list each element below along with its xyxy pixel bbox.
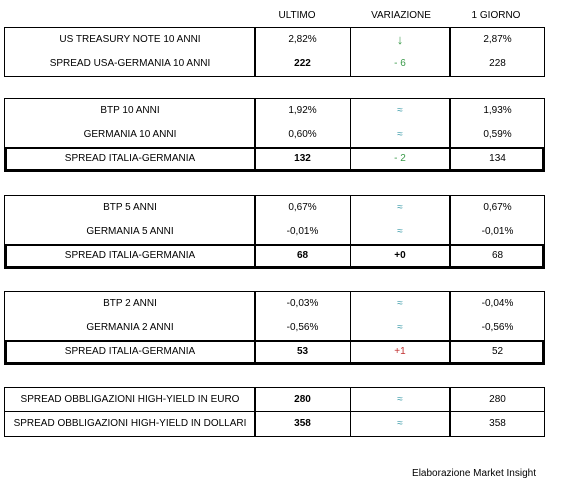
header-ultimo: ULTIMO xyxy=(278,10,316,21)
row-label: BTP 10 ANNI xyxy=(100,105,160,116)
value-variazione: +1 xyxy=(394,346,406,357)
table-row xyxy=(5,292,544,316)
approx-icon: ≈ xyxy=(397,418,403,429)
row-label: SPREAD ITALIA-GERMANIA xyxy=(64,250,196,261)
row-label: US TREASURY NOTE 10 ANNI xyxy=(59,34,201,45)
approx-icon: ≈ xyxy=(397,298,403,309)
value-ultimo: -0,03% xyxy=(286,298,319,309)
table-row xyxy=(5,316,544,340)
table-row xyxy=(5,412,544,436)
row-label: SPREAD ITALIA-GERMANIA xyxy=(64,153,196,164)
row-label: GERMANIA 5 ANNI xyxy=(86,226,174,237)
header-variazione: VARIAZIONE xyxy=(371,10,431,21)
table-row xyxy=(5,123,544,147)
value-variazione: - 2 xyxy=(394,153,406,164)
value-ultimo: 53 xyxy=(296,346,309,357)
value-1-giorno: 0,67% xyxy=(483,202,512,213)
table-block-usa xyxy=(4,27,545,77)
row-label: GERMANIA 10 ANNI xyxy=(83,129,177,140)
row-label: SPREAD OBBLIGAZIONI HIGH-YIELD IN DOLLARI xyxy=(13,418,247,429)
value-ultimo: 132 xyxy=(294,153,311,164)
value-ultimo: -0,01% xyxy=(286,226,319,237)
table-block-2-anni xyxy=(4,291,545,365)
value-1-giorno: -0,01% xyxy=(481,226,514,237)
value-ultimo: 0,67% xyxy=(288,202,317,213)
value-1-giorno: 2,87% xyxy=(483,34,512,45)
value-1-giorno: 228 xyxy=(489,58,506,69)
value-ultimo: 2,82% xyxy=(288,34,317,45)
row-label: GERMANIA 2 ANNI xyxy=(86,322,174,333)
table-row xyxy=(5,220,544,244)
row-label: SPREAD OBBLIGAZIONI HIGH-YIELD IN EURO xyxy=(20,394,240,405)
source-note: Elaborazione Market Insight xyxy=(412,468,536,479)
value-variazione: +0 xyxy=(394,250,406,261)
row-label: BTP 2 ANNI xyxy=(103,298,157,309)
header-1-giorno: 1 GIORNO xyxy=(471,10,521,21)
table-row xyxy=(5,52,544,76)
value-variazione: - 6 xyxy=(394,58,406,69)
value-1-giorno: 52 xyxy=(491,346,504,357)
value-1-giorno: 358 xyxy=(489,418,506,429)
approx-icon: ≈ xyxy=(397,202,403,213)
value-ultimo: 222 xyxy=(294,58,311,69)
table-row-spread xyxy=(5,244,544,268)
approx-icon: ≈ xyxy=(397,322,403,333)
table-row-spread xyxy=(5,147,544,171)
row-label: BTP 5 ANNI xyxy=(103,202,157,213)
table-block-5-anni xyxy=(4,195,545,269)
table-row xyxy=(5,388,544,412)
value-1-giorno: 0,59% xyxy=(483,129,512,140)
table-block-10-anni xyxy=(4,98,545,172)
table-block-high-yield xyxy=(4,387,545,437)
value-1-giorno: -0,04% xyxy=(481,298,514,309)
table-row xyxy=(5,196,544,220)
value-1-giorno: 68 xyxy=(491,250,504,261)
table-row xyxy=(5,99,544,123)
value-1-giorno: 1,93% xyxy=(483,105,512,116)
approx-icon: ≈ xyxy=(397,226,403,237)
value-1-giorno: 280 xyxy=(489,394,506,405)
table-row xyxy=(5,28,544,52)
value-ultimo: -0,56% xyxy=(286,322,319,333)
value-ultimo: 0,60% xyxy=(288,129,317,140)
value-ultimo: 280 xyxy=(294,394,311,405)
value-ultimo: 358 xyxy=(294,418,311,429)
row-label: SPREAD ITALIA-GERMANIA xyxy=(64,346,196,357)
approx-icon: ≈ xyxy=(397,105,403,116)
value-ultimo: 68 xyxy=(296,250,309,261)
down-arrow-icon: ↓ xyxy=(396,32,404,47)
approx-icon: ≈ xyxy=(397,394,403,405)
value-1-giorno: 134 xyxy=(489,153,506,164)
value-1-giorno: -0,56% xyxy=(481,322,514,333)
row-label: SPREAD USA-GERMANIA 10 ANNI xyxy=(49,58,211,69)
table-row-spread xyxy=(5,340,544,364)
value-ultimo: 1,92% xyxy=(288,105,317,116)
approx-icon: ≈ xyxy=(397,129,403,140)
